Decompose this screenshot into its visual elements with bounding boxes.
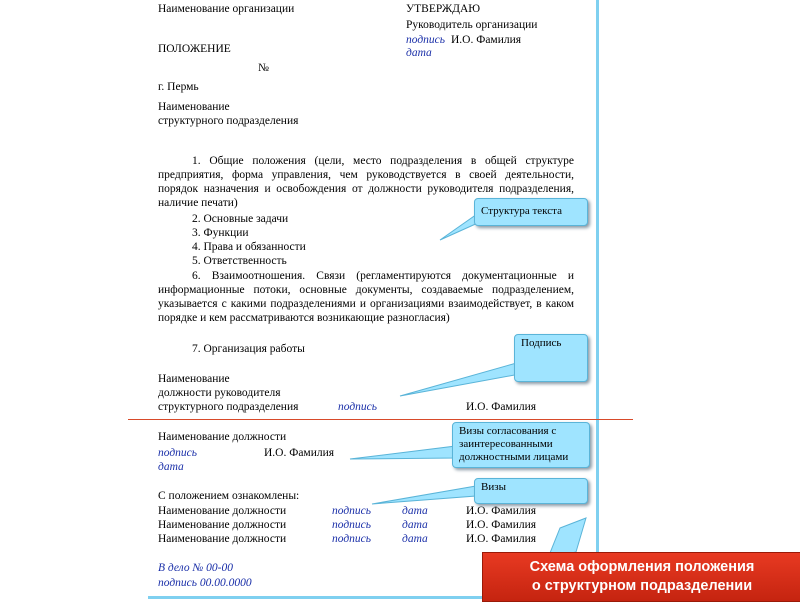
filing-line-1: В дело № 00-00 [158,562,234,574]
sig-fio: И.О. Фамилия [466,401,537,413]
acq-row-sign: подпись [332,505,372,517]
slide-title-line-2: о структурном подразделении [531,578,753,594]
head-title: Руководитель организации [406,19,538,31]
section-general: 1. Общие положения (цели, место подразделения в общей структуре предприятия, форма управления, чем руководствуется в своей деятельности, порядок назначения и освобождения от должности руководителя подразделения, наличие печати) [158,155,574,209]
doc-number: № [258,62,269,74]
visa-fio: И.О. Фамилия [264,447,335,459]
acq-row-date: дата [402,533,428,545]
sig-line-2: должности руководителя [158,387,281,399]
acq-row-fio: И.О. Фамилия [466,533,537,545]
callout-structure: Структура текста [474,198,588,226]
org-name: Наименование организации [158,3,295,15]
visa-sign: подпись [158,447,198,459]
slide-title-line-1: Схема оформления положения [529,559,755,575]
sig-line-3: структурного подразделения [158,401,299,413]
acq-row-position: Наименование должности [158,519,287,531]
section-organization: 7. Организация работы [192,343,305,355]
acq-row-sign: подпись [332,533,372,545]
callout-visas: Визы согласования с заинтересованными должностными лицами [452,422,590,468]
unit-line-2: структурного подразделения [158,115,299,127]
acq-row-date: дата [402,505,428,517]
section-functions: 3. Функции [192,227,249,239]
section-tasks: 2. Основные задачи [192,213,289,225]
acq-row-fio: И.О. Фамилия [466,519,537,531]
doc-city: г. Пермь [158,81,199,93]
section-rights: 4. Права и обязанности [192,241,306,253]
visa-position: Наименование должности [158,431,287,443]
head-date: дата [406,47,432,59]
acq-row-date: дата [402,519,428,531]
head-fio: И.О. Фамилия [451,34,522,46]
acquainted-heading: С положением ознакомлены: [158,490,300,502]
separator-line [128,419,633,420]
acq-row-position: Наименование должности [158,505,287,517]
acq-row-position: Наименование должности [158,533,287,545]
visa-date: дата [158,461,184,473]
head-sign: подпись [406,34,446,46]
callout-visas-short: Визы [474,478,588,504]
unit-line-1: Наименование [158,101,230,113]
approve-stamp: УТВЕРЖДАЮ [406,3,481,15]
callout-signature: Подпись [514,334,588,382]
sig-sign: подпись [338,401,378,413]
acq-row-fio: И.О. Фамилия [466,505,537,517]
section-responsibility: 5. Ответственность [192,255,287,267]
slide-title [482,552,800,602]
sig-line-1: Наименование [158,373,230,385]
filing-line-2: подпись 00.00.0000 [158,577,252,589]
acq-row-sign: подпись [332,519,372,531]
doc-title: ПОЛОЖЕНИЕ [158,43,231,55]
section-relations: 6. Взаимоотношения. Связи (регламентируются документационные и информационные потоки, основные документы, создаваемые подразделением, указывается с какими подразделениями и организациями взаимодействует, в каком порядке и кем рассматриваются возникающие разногласия) [158,270,574,324]
